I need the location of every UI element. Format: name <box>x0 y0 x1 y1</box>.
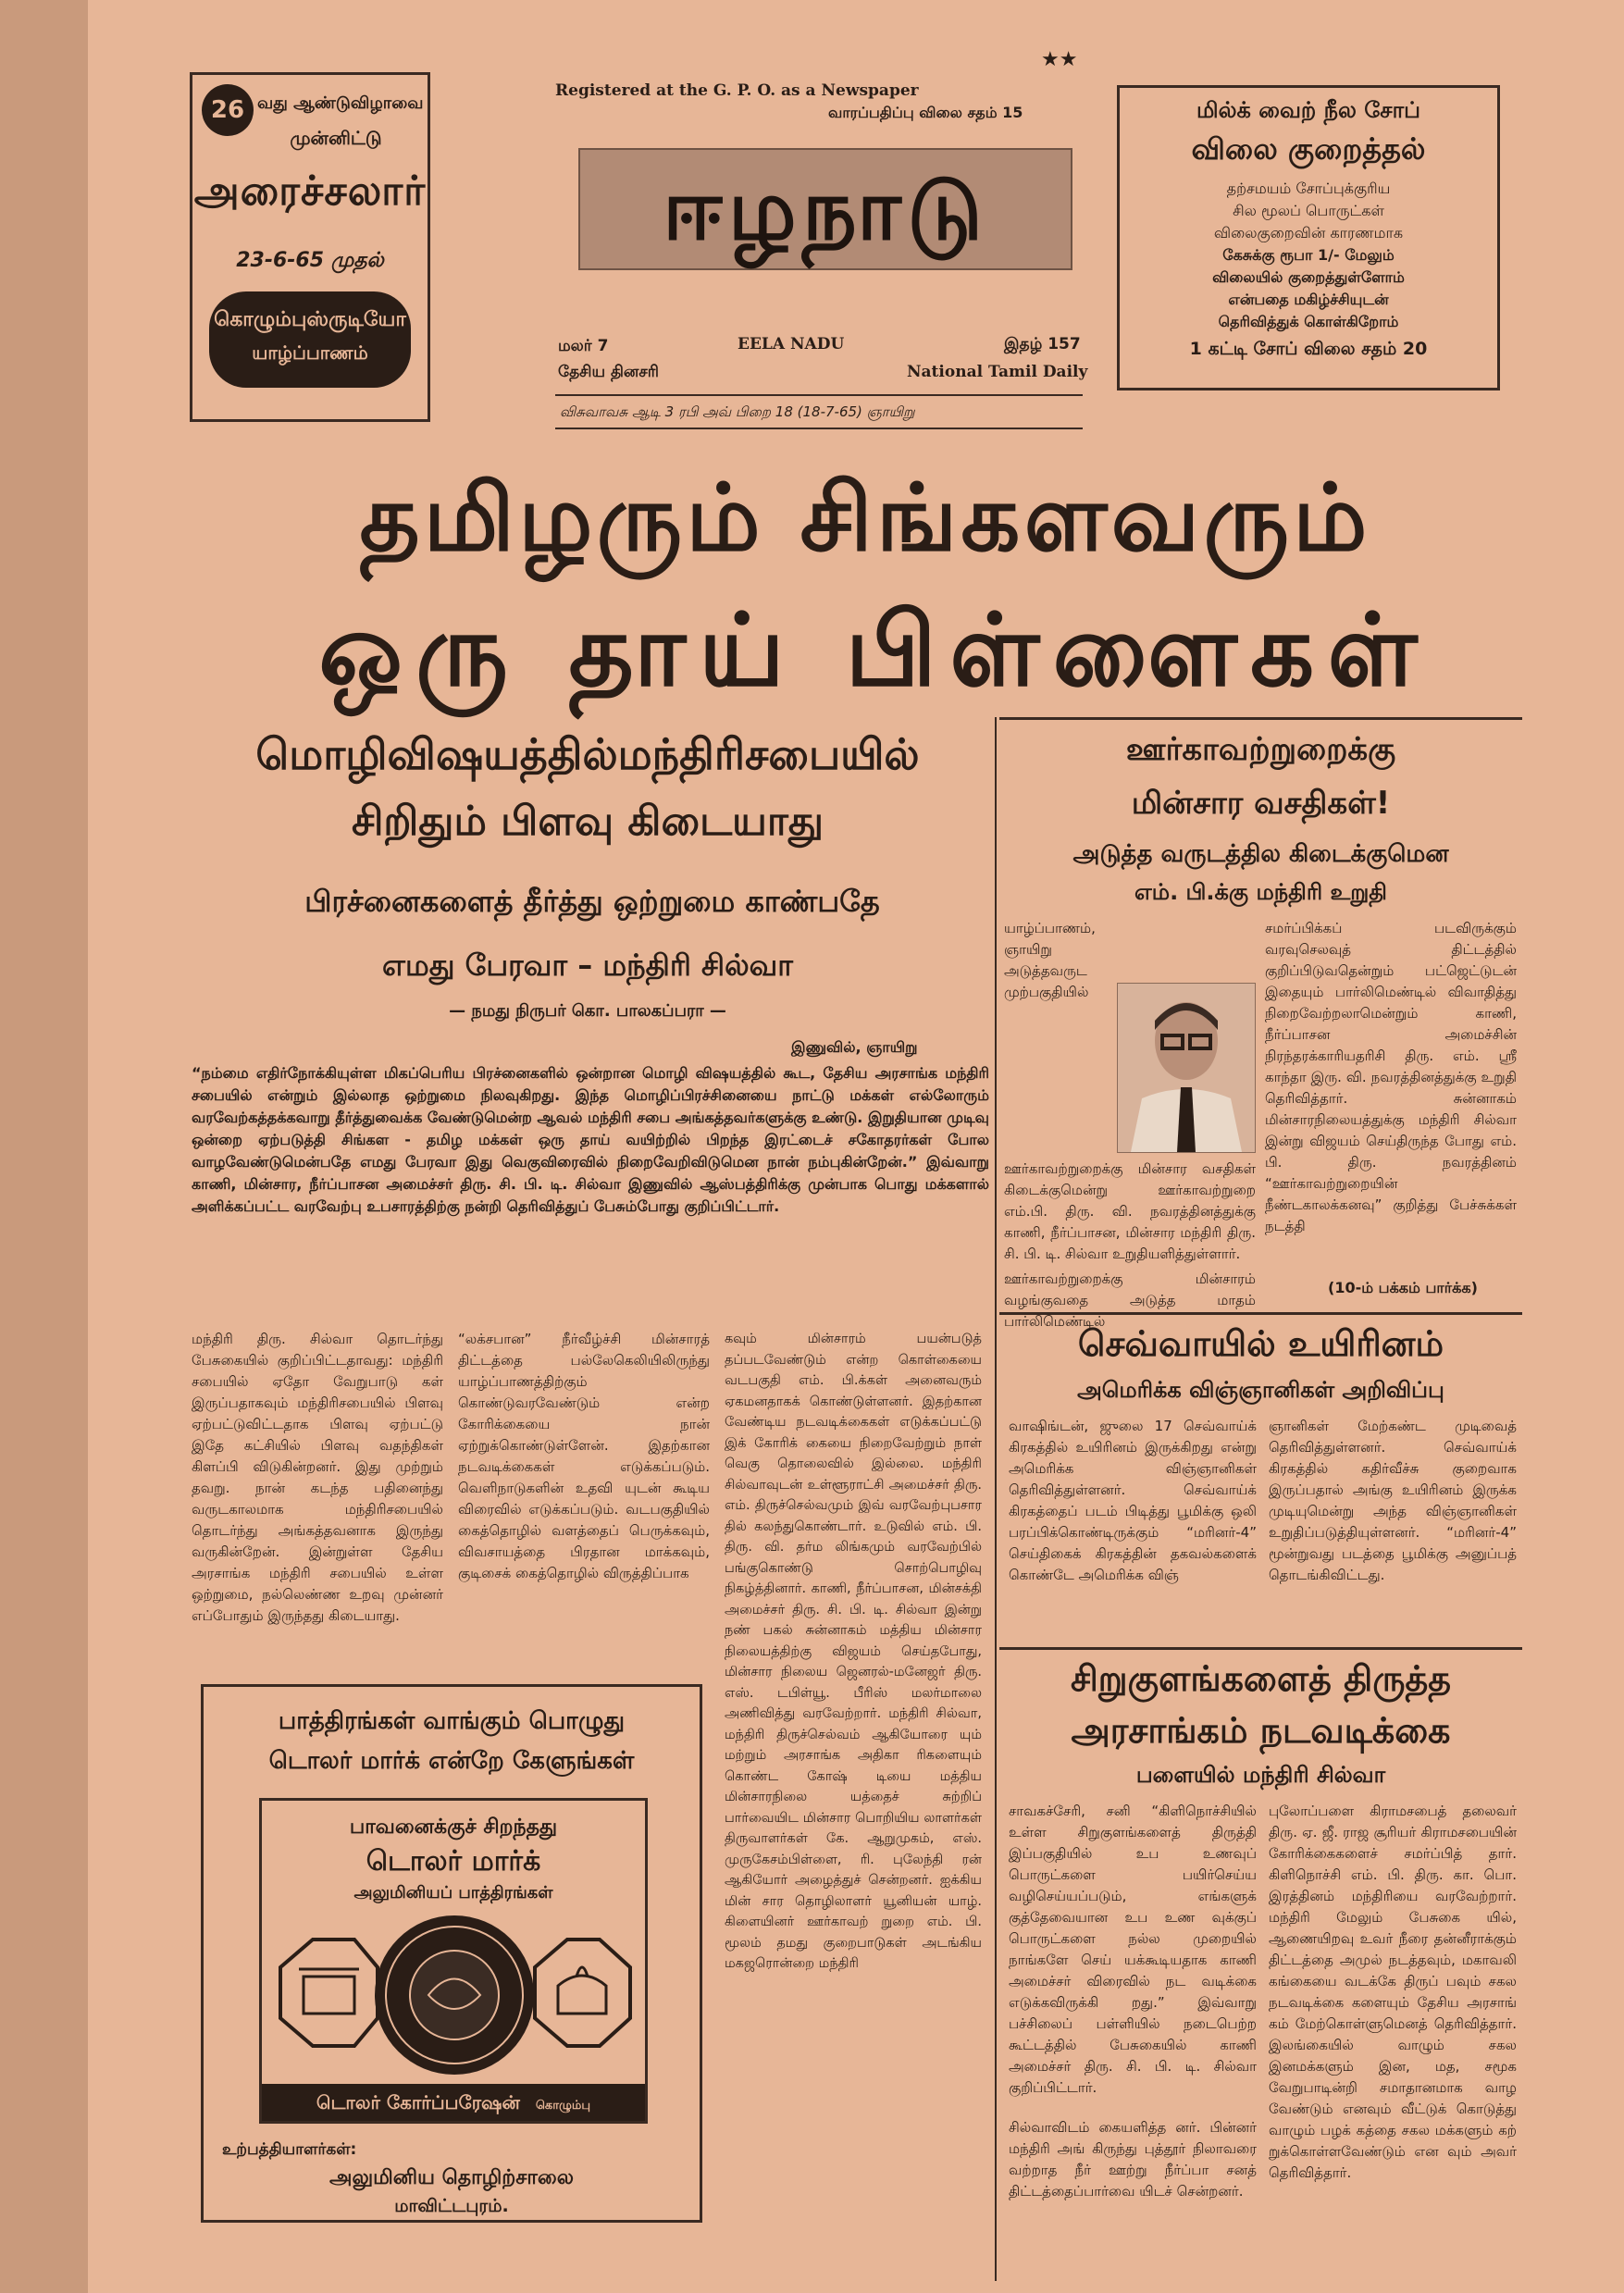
stars: ★★ <box>1041 48 1078 71</box>
right-ad-body-line: சில மூலப் பொருட்கள் <box>1233 202 1384 219</box>
tanks-sub: பளையில் மந்திரி சில்வா <box>1135 1762 1386 1788</box>
main-head2: சிறிதும் பிளவு கிடையாது <box>351 798 824 845</box>
power-col-left-text2: ஊர்காவற்றுறைக்கு மின்சாரம் வழங்குவதை அடுத்த மாதம் பார்லிமெண்டில் <box>1004 1270 1256 1330</box>
vessels-illustration <box>271 1912 638 2078</box>
headline-line2: ஒரு தாய் பிள்ளைகள் <box>318 592 1431 709</box>
left-ad-place1: கொழும்புஸ்ருடியோ <box>214 308 406 331</box>
main-col1: மந்திரி திரு. சில்வா தொடர்ந்து பேசுகையில் குறிப்பிட்டதாவது: மந்திரி சபையில் ஏதோ வேறுபாடு கள் இருப்பதாகவும் மந்திரிசபையில் பிளவு ஏற்பட்டுவிட்டதாக பிளவு ஏற்பட்டு இதே கட்சியில் பிளவு வதந்திகள் கிளப்பி விடுகின்றனர். இது முற்றும் தவறு. நான் கடந்த பதினைந்து வருடகாலமாக மந்திரிசபையில் தொடர்ந்து அங்கத்தவனாக இருந்து வருகின்றேன். இன்றுள்ள தேசிய அரசாங்க மந்திரி சபையில் உள்ள ஒற்றுமை, நல்லெண்ண உறவு முன்னர் எப்போதும் இருந்தது கிடையாது. <box>192 1331 443 1624</box>
tanks-col-left-text: சாவகச்சேரி, சனி “கிளிநொச்சியில் உள்ள சிறுகுளங்களைத் திருத்தி இப்பகுதியில் உப உணவுப் பொருட்களை பயிர்செய்ய வழிசெய்யப்படும், எங்களுக் குத்தேவையான உப உண வுக்குப் பொருட்களை நல்ல முறையில் நாங்களே செய் யக்கூடியதாக காணி அமைச்சர் விரைவில் நட வடிக்கை எடுக்கவிருக்கி றது.” இவ்வாறு பச்சிலைப் பள்ளியில் நடைபெற்ற கூட்டத்தில் பேசுகையில் காணி அமைச்சர் திரு. சி. பி. டி. சில்வா குறிப்பிட்டார். <box>1009 1803 1257 2096</box>
rule-power-top <box>999 717 1522 720</box>
issue: இதழ் 157 <box>1004 335 1081 353</box>
right-ad-footer: 1 கட்டி சோப் விலை சதம் 20 <box>1189 339 1428 359</box>
power-sub: அடுத்த வருடத்தில கிடைக்குமென <box>1072 840 1449 868</box>
right-ad-body <box>1120 178 1497 333</box>
rule-tanks-top <box>999 1647 1522 1650</box>
main-byline: — நமது நிருபர் கொ. பாலகப்பரா — <box>449 1001 726 1021</box>
dateline-rule-top <box>555 394 1083 396</box>
masthead-title: ஈழநாடு <box>662 159 989 259</box>
vessels-producers2: மாவிட்டபுரம். <box>394 2196 509 2216</box>
registered-note: Registered at the G. P. O. as a Newspaper <box>555 81 919 100</box>
vessels-inner1: பாவனைக்குச் சிறந்தது <box>349 1816 558 1839</box>
dateline: விசுவாவசு ஆடி 3 ரபி அவ் பிறை 18 (18-7-65) ஞாயிறு <box>560 403 915 420</box>
national-english: National Tamil Daily <box>907 363 1088 381</box>
minister-portrait-icon <box>1118 984 1255 1152</box>
title-english: EELA NADU <box>738 335 845 353</box>
anniversary-subline: முன்னிட்டு <box>290 127 382 149</box>
right-ad-body-line: தற்சமயம் சோப்புக்குரிய <box>1226 180 1391 197</box>
main-lead: “நம்மை எதிர்நோக்கியுள்ள மிகப்பெரிய பிரச்னைகளில் ஒன்றான மொழி விஷயத்தில் கூட, தேசிய அரசாங்க மந்திரி சபையில் என்றும் இல்லாத ஒற்றுமை நிலவுகிறது. இந்த மொழிப்பிரச்சினையை நாட்டு மக்கள் எல்லோரும் வரவேற்கத்தக்கவாறு தீர்த்துவைக்க வேண்டுமென்ற ஆவல் மந்திரி சபை அங்கத்தவர்களுக்கு உண்டு. இறுதியான முடிவு ஒன்றை ஏற்படுத்தி சிங்கள - தமிழ மக்கள் ஒரு தாய் வயிற்றில் பிறந்த இரட்டைச் சகோதரர்கள் போல வாழவேண்டுமென்பதே எமது பேரவா இது வெகுவிரைவில் நிறைவேறிவிடுமென நான் நம்புகின்றேன்.” இவ்வாறு காணி, மின்சார, நீர்ப்பாசன அமைச்சர் திரு. சி. பி. டி. சில்வா இணுவில் ஆஸ்பத்திரிக்கு முன்பாக பொது மக்களால் அளிக்கப்பட்ட வரவேற்பு உபசாரத்திற்கு நன்றி தெரிவித்துப் பேசும்போது குறிப்பிட்டார். <box>192 1064 990 1215</box>
vessels-producers1: அலுமினிய தொழிற்சாலை <box>329 2166 574 2189</box>
vessels-inner3: அலுமினியப் பாத்திரங்கள் <box>353 1883 553 1903</box>
anniversary-line: வது ஆண்டுவிழாவை <box>257 93 424 113</box>
kettle-icon <box>535 1940 630 2046</box>
right-ad-title: விலை குறைத்தல் <box>1191 131 1426 167</box>
mars-head: செவ்வாயில் உயிரினம் <box>1077 1323 1444 1364</box>
tanks-col-left <box>1009 1801 1257 2202</box>
tanks-col-left-text2: சில்வாவிடம் கையளித்த னர். பின்னர் மந்திரி அங் கிருந்து புத்தூர் நிலாவரை வற்றாத நீர் ஊற்று நீர்ப்பா சனத் திட்டத்தைப்பார்வை யிடச் சென்றனர். <box>1009 2119 1257 2200</box>
mars-col-left: வாஷிங்டன், ஜுலை 17 செவ்வாய்க் கிரகத்தில் உயிரினம் இருக்கிறது என்று அமெரிக்க விஞ்ஞானிகள் தெரிவித்துள்ளனர். செவ்வாய்க் கிரகத்தைப் படம் பிடித்து பூமிக்கு ஒலி பரப்பிக்கொண்டிருக்கும் “மரினர்-4” செய்திகைக் கிரகத்தின் தகவல்களைக் கொண்டே அமெரிக்க விஞ் <box>1009 1418 1257 1583</box>
anniversary-badge: 26 <box>202 84 254 136</box>
headline-line1: தமிழரும் சிங்களவரும் <box>359 463 1371 572</box>
vessels-ad-inner <box>259 1798 648 2124</box>
power-col-left-text: யாழ்ப்பாணம், ஞாயிறு அடுத்தவருட முற்பகுதியில் ஊர்காவற்றுறைக்கு மின்சார வசதிகள் கிடைக்குமென்று ஊர்காவற்றுறை எம்.பி. திரு. வி. நவரத்தினத்துக்கு காணி, நீர்ப்பாசன, மின்சார மந்திரி திரு. சி. பி. டி. சில்வா உறுதியளித்துள்ளார். <box>1004 920 1256 1262</box>
main-dateline: இணுவில், ஞாயிறு <box>791 1038 918 1056</box>
vessels-ad-title2: டொலர் மார்க் என்றே கேளுங்கள் <box>268 1747 635 1775</box>
pressure-cooker-icon <box>280 1940 378 2046</box>
vessels-ad-box <box>201 1684 702 2223</box>
right-ad-body-line: விலையில் குறைத்துள்ளோம் <box>1212 268 1405 286</box>
tanks-col-right: புலோப்பளை கிராமசபைத் தலைவர் திரு. ஏ. ஜீ. ராஜ சூரியர் கிராமசபையின் கோரிக்கைகளைச் சமர்ப்பித் தார். கிளிநொச்சி எம். பி. திரு. கா. பொ. இரத்தினம் மந்திரியை வரவேற்றார். மந்திரி மேலும் பேசுகை யில், ஆணையிறவு உவர் நீரை தன்னீராக்கும் திட்டத்தை அமுல் நடத்தவும், மகாவலி கங்கையை வடக்கே திருப் பவும் சகல நடவடிக்கை களையும் தேசிய அரசாங் கம் மேற்கொள்ளுமெனத் தெரிவித்தார். இலங்கையில் வாழும் சகல இனமக்களும் இன, மத, சமூக வேறுபாடின்றி சமாதானமாக வாழ வேண்டும் எனவும் வீட்டுக் கொடுத்து வாழும் பழக் கத்தை சகல மக்களும் கற் றுக்கொள்ளவேண்டும் என வும் அவர் தெரிவித்தார். <box>1269 1803 1517 2181</box>
right-ad-body-line: கேசுக்கு ரூபா 1/- மேலும் <box>1222 246 1395 264</box>
mars-col-right: ஞானிகள் மேற்கண்ட முடிவைத் தெரிவித்துள்ளனர். செவ்வாய்க் கிரகத்தில் கதிர்வீச்சு குறைவாக இருப்பதால் அங்கு உயிரினம் இருக்க முடியுமென்று அந்த விஞ்ஞானிகள் உறுதிப்படுத்தியுள்ளனர். “மரினர்-4” மூன்றுவது படத்தை பூமிக்கு அனுப்பத் தொடங்கிவிட்டது. <box>1269 1418 1517 1583</box>
power-head1: ஊர்காவற்றுறைக்கு <box>1125 731 1396 768</box>
power-continued: (10-ம் பக்கம் பார்க்க) <box>1328 1279 1478 1296</box>
left-ad-place-panel <box>209 291 411 388</box>
dollar-seal-icon <box>375 1915 534 2075</box>
main-sub2: எமது பேரவா – மந்திரி சில்வா <box>382 948 793 983</box>
tanks-head1: சிறுகுளங்களைத் திருத்த <box>1070 1658 1452 1699</box>
masthead-title-panel <box>578 148 1072 270</box>
left-ad-title: அரைச்சலார் <box>193 167 427 215</box>
power-col-left <box>1004 918 1256 1332</box>
main-head1: மொழிவிஷயத்தில்மந்திரிசபையில் <box>255 729 920 779</box>
vessels-inner2: டொலர் மார்க் <box>366 1845 541 1878</box>
tanks-head2: அரசாங்கம் நடவடிக்கை <box>1071 1710 1451 1751</box>
vessels-ad-title1: பாத்திரங்கள் வாங்கும் பொழுது <box>278 1707 626 1735</box>
main-col2: “லக்சபான” நீர்வீழ்ச்சி மின்சாரத் திட்டத்தை பல்லேகெலியிலிருந்து யாழ்ப்பாணத்திற்கும் கொண்டுவரவேண்டும் என்ற கோரிக்கையை நான் ஏற்றுக்கொண்டுள்ளேன். இதற்கான நடவடிக்கைகள் எடுக்கப்படும். வெளிநாடுகளின் உதவி யுடன் கூடிய விரைவில் எடுக்கப்படும். வடபகுதியில் கைத்தொழில் வளத்தைப் பெருக்கவும், விவசாயத்தை பிரதான மாக்கவும், குடிசைக் கைத்தொழில் விருத்திப்பாக <box>458 1331 710 1581</box>
left-ad-place2: யாழ்ப்பாணம் <box>252 341 368 364</box>
power-head2: மின்சார வசதிகள்! <box>1131 785 1391 822</box>
right-ad-body-line: என்பதை மகிழ்ச்சியுடன் <box>1228 291 1389 308</box>
right-ad-box <box>1117 85 1500 390</box>
newspaper-page <box>88 0 1624 2293</box>
power-sub2: எம். பி.க்கு மந்திரி உறுதி <box>1134 879 1387 905</box>
vessels-producers-label: உற்பத்தியாளர்கள்: <box>222 2140 357 2159</box>
volume: மலர் 7 <box>558 337 609 355</box>
vessels-corp: டொலர் கோர்ப்பரேஷன் <box>316 2091 520 2113</box>
left-ad-date: 23-6-65 முதல் <box>236 249 384 272</box>
national-tamil: தேசிய தினசரி <box>558 363 660 381</box>
main-sub1: பிரச்னைகளைத் தீர்த்து ஒற்றுமை காண்பதே <box>304 884 880 919</box>
right-ad-body-line: விலைகுறைவின் காரணமாக <box>1213 224 1404 242</box>
dateline-rule-bottom <box>555 428 1083 429</box>
minister-photo <box>1117 983 1256 1153</box>
column-rule-right <box>995 717 997 2281</box>
vessels-corp-city: கொழும்பு <box>535 2099 591 2113</box>
power-col-right: சமர்ப்பிக்கப் படவிருக்கும் வரவுசெலவுத் திட்டத்தில் குறிப்பிடுவதென்றும் பட்ஜெட்டுடன் இதையும் பார்லிமெண்டில் விவாதித்து நிறைவேற்றலாமென்றும் காணி, நீர்ப்பாசன அமைச்சின் நிரந்தரக்காரியதரிசி திரு. எம். ஸ்ரீ காந்தா இரு. வி. நவரத்தினத்துக்கு உறுதி தெரிவித்தார். சுன்னாகம் மின்சாரநிலையத்துக்கு மந்திரி சில்வா இன்று விஜயம் செய்திருந்த போது எம். பி. திரு. நவரத்தினம் “ஊர்காவற்றுறையின் நீண்டகாலக்கனவு” குறித்து பேச்சுக்கள் நடத்தி <box>1265 920 1517 1234</box>
right-ad-line1: மில்க் வைற் நீல சோப் <box>1196 97 1420 123</box>
left-ad-box <box>190 72 430 422</box>
mars-sub: அமெரிக்க விஞ்ஞானிகள் அறிவிப்பு <box>1077 1377 1444 1403</box>
right-ad-body-line: தெரிவித்துக் கொள்கிறோம் <box>1218 313 1399 330</box>
vessels-corp-banner <box>262 2084 645 2121</box>
weekly-price: வாரப்பதிப்பு விலை சதம் 15 <box>828 104 1023 121</box>
main-col3: கவும் மின்சாரம் பயன்படுத் தப்படவேண்டும் என்ற கொள்கையை வடபகுதி எம். பி.க்கள் அனைவரும் ஏகமனதாகக் கொண்டுள்ளனர். இதற்கான வேண்டிய நடவடிக்கைகள் எடுக்கப்பட்டு இக் கோரிக் கையை நிறைவேற்றும் நாள் வெகு தொலைவில் இல்லை. மந்திரி சில்வாவுடன் உள்ளூராட்சி அமைச்சர் திரு. எம். திருச்செல்வமும் இவ் வரவேற்புபசார தில் கலந்துகொண்டார். உடுவில் எம். பி. திரு. வி. தர்ம லிங்கமும் வரவேற்பில் பங்குகொண்டு சொற்பொழிவு நிகழ்த்தினார். காணி, நீர்ப்பாசன, மின்சக்தி அமைச்சர் திரு. சி. பி. டி. சில்வா இன்று நண் பகல் சுன்னாகம் மத்திய மின்சார நிலையத்திற்கு விஜயம் செய்தபோது, மின்சார நிலைய ஜெனரல்-மனேஜர் திரு. எஸ். டபிள்யூ. பீரிஸ் மலர்மாலை அணிவித்து வரவேற்றார். மந்திரி சில்வா, மந்திரி திருச்செல்வம் ஆகியோரை யும் மற்றும் அரசாங்க அதிகா ரிகளையும் கொண்ட கோஷ் டியை மத்திய மின்சாரநிலை யத்தைச் சுற்றிப் பார்வையிட மின்சார பொறியிய லாளர்கள் திருவாளர்கள் கே. ஆறுமுகம், எஸ். முருகேசம்பிள்ளை, ரி. புலேந்தி ரன் ஆகியோர் அழைத்துச் சென்றனர். ஐக்கிய மின் சார தொழிலாளர் யூனியன் யாழ். கிளையினர் ஊர்காவற் றுறை எம். பி. மூலம் தமது குறைபாடுகள் அடங்கிய மகஜரொன்றை மந்திரி <box>725 1332 982 1971</box>
